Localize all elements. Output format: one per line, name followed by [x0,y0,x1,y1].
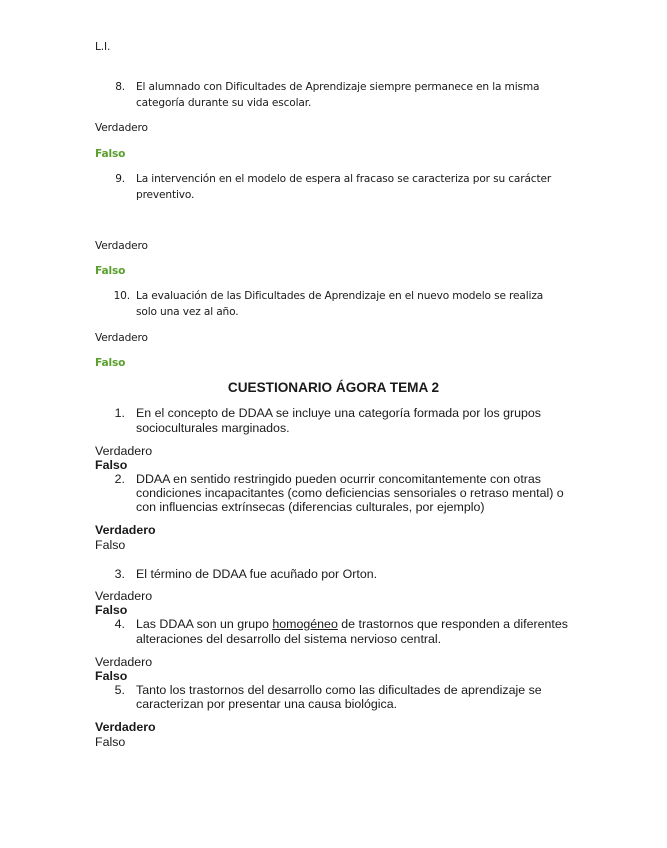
question-text-line: alteraciones del desarrollo del sistema nervioso central. [136,632,442,646]
question-text-line: condiciones incapacitantes (como deficiencias sensoriales o retraso mental) o [136,486,564,500]
question-number: 3. [114,567,125,581]
question-text-line: caracterizan por presentar una causa biológica. [136,697,398,711]
option-false-correct: Falso [95,148,126,160]
option-false-correct: Falso [95,357,126,369]
underlined-word: homogéneo [272,617,338,631]
question-number: 4. [114,617,125,631]
option-true: Verdadero [95,444,153,458]
option-false-correct: Falso [95,265,126,277]
option-true: Verdadero [95,589,153,603]
question-text-line: La evaluación de las Dificultades de Aprendizaje en el nuevo modelo se realiza [136,290,544,302]
section-title: CUESTIONARIO ÁGORA TEMA 2 [227,380,440,395]
option-false: Falso [95,735,126,749]
question-number: 1. [114,406,125,420]
question-text-line: DDAA en sentido restringido pueden ocurrir concomitantemente con otras [136,472,541,486]
question-number: 10. [113,290,130,302]
question-text-line [136,617,568,631]
author-initials: L.I. [95,41,111,53]
option-true: Verdadero [95,122,148,134]
option-true: Verdadero [95,655,153,669]
option-true: Verdadero [95,240,148,252]
text-fragment: de trastornos que responden a diferentes [337,617,568,631]
option-false-correct: Falso [95,603,128,617]
question-text-line: preventivo. [136,189,195,201]
question-text-line: categoría durante su vida escolar. [136,97,312,109]
question-text-line: solo una vez al año. [136,306,239,318]
question-number: 8. [115,81,125,93]
question-text-line: Tanto los trastornos del desarrollo como las dificultades de aprendizaje se [136,683,542,697]
question-number: 2. [114,472,125,486]
option-true-correct: Verdadero [95,523,156,537]
question-text-line: El término de DDAA fue acuñado por Orton. [136,567,378,581]
option-true-correct: Verdadero [95,720,156,734]
question-text-line: con influencias extrínsecas (diferencias culturales, por ejemplo) [136,500,485,514]
question-text-line: La intervención en el modelo de espera al fracaso se caracteriza por su carácter [136,173,552,185]
question-text-line: El alumnado con Dificultades de Aprendizaje siempre permanece en la misma [136,81,540,93]
question-text-line: socioculturales marginados. [136,421,290,435]
option-true: Verdadero [95,332,148,344]
option-false-correct: Falso [95,669,128,683]
option-false: Falso [95,538,126,552]
question-number: 9. [115,173,125,185]
question-number: 5. [114,683,125,697]
question-text-line: En el concepto de DDAA se incluye una categoría formada por los grupos [136,406,542,420]
option-false-correct: Falso [95,458,128,472]
text-fragment: Las DDAA son un grupo [136,617,273,631]
